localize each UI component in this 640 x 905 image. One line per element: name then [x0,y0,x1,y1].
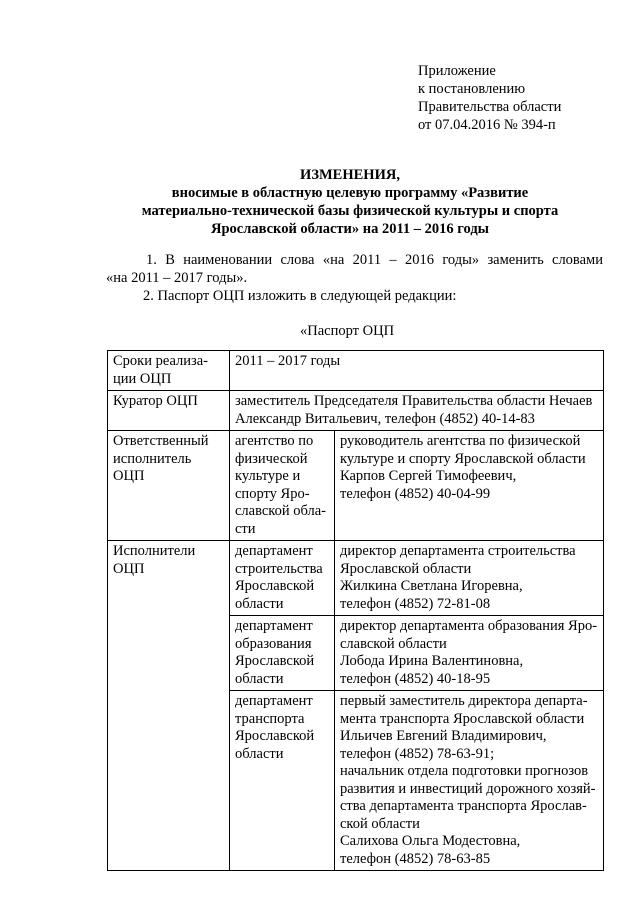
appendix-note [418,62,561,134]
word: «на [322,252,345,268]
executor-org-cell: департамент транспорта Ярославской области [230,691,335,871]
curator-value-cell: заместитель Председателя Правительства области Нечаев Александр Витальевич, телефон (4852) 40-14-83 [230,391,604,431]
appendix-line: к постановлению [418,81,526,97]
paragraph-1-line-2: «на 2011 – 2017 годы». [106,270,248,286]
word: словами [552,252,603,268]
title-line: материально-технической базы физической культуры и спорта [141,203,559,219]
table-row-term [108,351,604,391]
responsible-org-cell: агентство по физической культуре и спорту Яро- славской обла- сти [230,431,335,541]
word: 2016 [404,252,434,268]
responsible-label-cell: Ответственный исполнитель ОЦП [108,431,230,541]
table-row-executor [108,541,604,616]
word: слова [280,252,315,268]
appendix-line: Правительства области [418,99,562,115]
executor-person-cell: директор департамента образования Яро- славской области Лобода Ирина Валентиновна, телефон (4852) 40-18-95 [335,616,604,691]
title-line: Ярославской области» на 2011 – 2016 годы [210,221,490,237]
executor-person-cell: директор департамента строительства Ярославской области Жилкина Светлана Игоревна, телефон (4852) 72-81-08 [335,541,604,616]
table-row-curator [108,391,604,431]
word: заменить [487,252,544,268]
appendix-line: от 07.04.2016 № 394-п [418,117,556,133]
document-title [100,166,600,238]
word: 2011 [352,252,382,268]
word: В [165,252,175,268]
curator-label-cell: Куратор ОЦП [108,391,230,431]
title-line: ИЗМЕНЕНИЯ, [300,167,400,183]
table-row-responsible [108,431,604,541]
executor-org-cell: департамент образования Ярославской области [230,616,335,691]
title-line: вносимые в областную целевую программу «Развитие [171,185,529,201]
word: годы» [442,252,480,268]
executor-person-cell: первый заместитель директора департа- мента транспорта Ярославской области Ильичев Евгений Владимирович, телефон (4852) 78-63-91; начальник отдела подготовки прогнозов развития и инвестиций дорожного хозяй- ства департамента транспорта Ярослав- ской области Салихова Ольга Модестовна, телефон (4852) 78-63-85 [335,691,604,871]
appendix-line: Приложение [418,63,496,79]
paragraph-1-line-1 [106,251,603,269]
word: наименовании [183,252,273,268]
executor-org-cell: департамент строительства Ярославской области [230,541,335,616]
term-label-cell: Сроки реализа- ции ОЦП [108,351,230,391]
responsible-person-cell: руководитель агентства по физической культуре и спорту Ярославской области Карпов Сергей Тимофеевич, телефон (4852) 40-04-99 [335,431,604,541]
passport-heading: «Паспорт ОЦП [300,323,395,339]
word: 1. [146,252,157,268]
passport-table [107,350,604,871]
word: – [389,252,397,268]
paragraph-1 [106,251,603,287]
executors-label-cell: Исполнители ОЦП [108,541,230,871]
paragraph-2: 2. Паспорт ОЦП изложить в следующей редакции: [143,288,457,304]
term-value-cell: 2011 – 2017 годы [230,351,604,391]
